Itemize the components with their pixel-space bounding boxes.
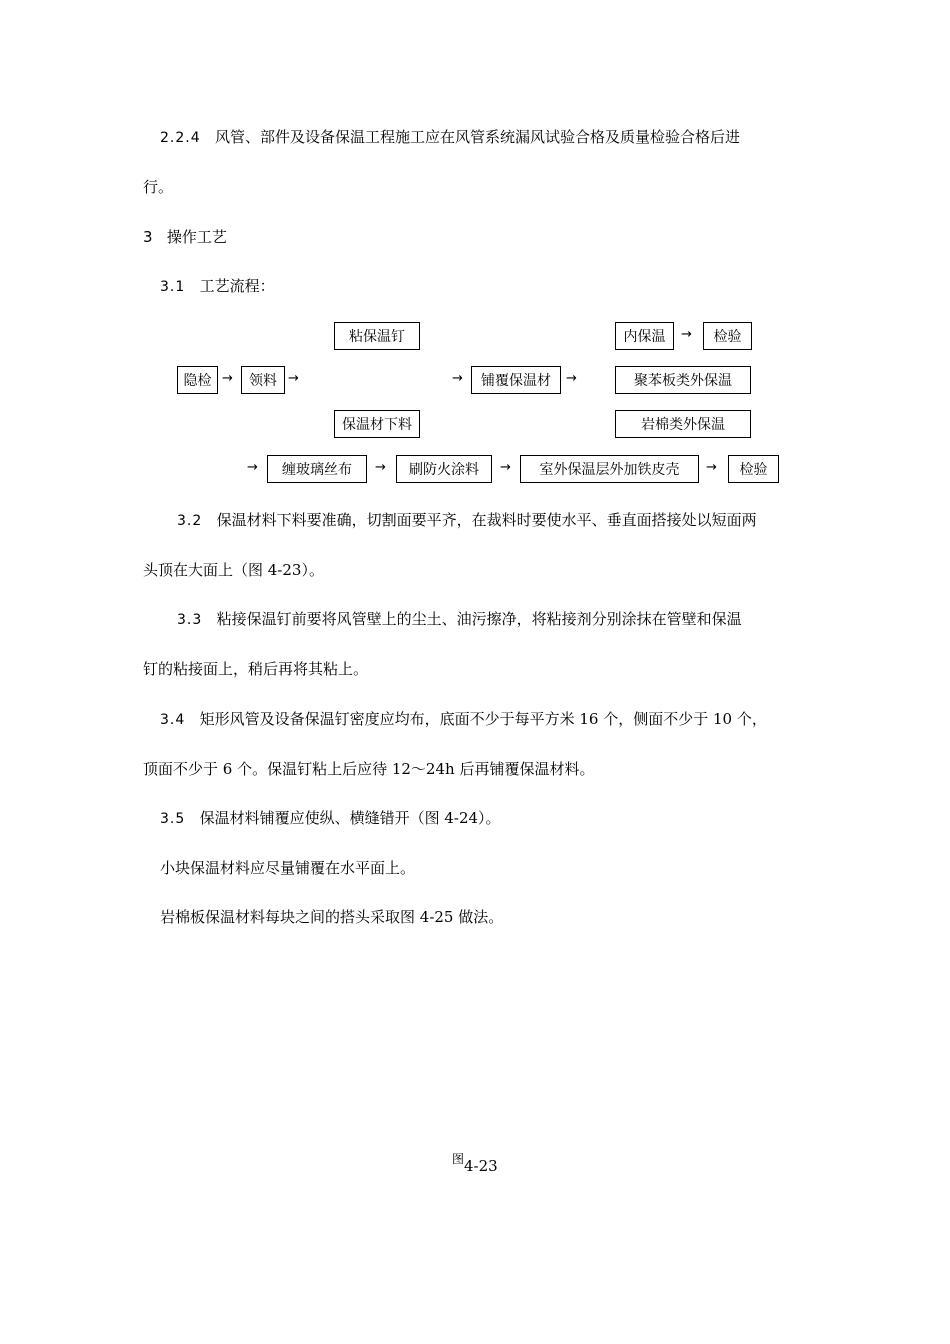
paragraph-rockwool-joints bbox=[160, 907, 503, 927]
section-number: 3.5 bbox=[160, 811, 186, 827]
flow-box-fire-paint: 刷防火涂料 bbox=[396, 455, 492, 483]
arrow-icon: → bbox=[288, 371, 299, 386]
paragraph-3-5 bbox=[160, 808, 501, 829]
paragraph-text: 钉的粘接面上，稍后再将其粘上。 bbox=[143, 660, 369, 678]
paragraph-text: 风管、部件及设备保温工程施工应在风管系统漏风试验合格及质量检验合格后进 bbox=[214, 128, 740, 146]
flow-box-inner-insulation: 内保温 bbox=[615, 322, 674, 350]
flow-box-polystyrene-outer: 聚苯板类外保温 bbox=[615, 366, 751, 394]
paragraph-text: 顶面不少于 6 个。保温钉粘上后应待 12～24h 后再铺覆保温材料。 bbox=[143, 760, 595, 778]
arrow-icon: → bbox=[222, 371, 233, 386]
paragraph-text: 保温材料下料要准确，切割面要平齐，在裁料时要使水平、垂直面搭接处以短面两 bbox=[216, 511, 757, 529]
paragraph-3-4-line2 bbox=[143, 759, 594, 779]
arrow-icon: → bbox=[566, 371, 577, 386]
arrow-icon: → bbox=[706, 460, 717, 475]
paragraph-text: 保温材料铺覆应使纵、横缝错开（图 4-24）。 bbox=[199, 809, 501, 827]
section-3-heading bbox=[143, 227, 227, 247]
paragraph-text: 粘接保温钉前要将风管壁上的尘土、油污擦净，将粘接剂分别涂抹在管壁和保温 bbox=[216, 610, 742, 628]
section-number: 2.2.4 bbox=[160, 130, 201, 146]
paragraph-3-2-line1 bbox=[177, 510, 757, 531]
paragraph-small-blocks bbox=[160, 858, 415, 878]
section-number: 3.2 bbox=[177, 513, 203, 529]
paragraph-text: 头顶在大面上（图 4-23）。 bbox=[143, 561, 324, 579]
flow-box-rockwool-outer: 岩棉类外保温 bbox=[615, 410, 751, 438]
flow-box-pick-material: 领料 bbox=[241, 366, 285, 394]
flow-box-hidden-check: 隐检 bbox=[177, 366, 218, 394]
flow-box-cut-material: 保温材下料 bbox=[334, 410, 420, 438]
flow-box-stick-pins: 粘保温钉 bbox=[334, 322, 420, 350]
flow-box-lay-material: 铺覆保温材 bbox=[471, 366, 561, 394]
arrow-icon: → bbox=[375, 460, 386, 475]
paragraph-text: 矩形风管及设备保温钉密度应均布，底面不少于每平方米 16 个，侧面不少于 10 个， bbox=[199, 710, 767, 728]
flow-box-wrap-glass-cloth: 缠玻璃丝布 bbox=[267, 455, 367, 483]
arrow-icon: → bbox=[247, 460, 258, 475]
section-title: 工艺流程： bbox=[199, 277, 275, 295]
section-number: 3.1 bbox=[160, 279, 186, 295]
section-number: 3 bbox=[143, 228, 153, 246]
paragraph-3-3-line2 bbox=[143, 659, 368, 679]
flow-box-inspect-bottom: 检验 bbox=[728, 455, 779, 483]
arrow-icon: → bbox=[452, 371, 463, 386]
paragraph-text: 小块保温材料应尽量铺覆在水平面上。 bbox=[160, 859, 416, 877]
section-3-1-heading bbox=[160, 276, 275, 297]
paragraph-3-3-line1 bbox=[177, 609, 742, 630]
paragraph-3-2-line2 bbox=[143, 560, 324, 580]
figure-label: 图 bbox=[452, 1152, 465, 1166]
paragraph-3-4-line1 bbox=[160, 709, 767, 730]
paragraph-2-2-4-line2 bbox=[143, 177, 173, 197]
paragraph-text: 岩棉板保温材料每块之间的搭头采取图 4-25 做法。 bbox=[160, 908, 504, 926]
figure-number: 4-23 bbox=[464, 1157, 498, 1175]
flow-box-iron-shell: 室外保温层外加铁皮壳 bbox=[520, 455, 699, 483]
arrow-icon: → bbox=[681, 327, 692, 342]
paragraph-text: 行。 bbox=[143, 178, 174, 196]
flow-box-inspect-top: 检验 bbox=[703, 322, 752, 350]
paragraph-2-2-4-line1 bbox=[160, 127, 740, 148]
section-number: 3.4 bbox=[160, 712, 186, 728]
section-title: 操作工艺 bbox=[166, 228, 227, 246]
arrow-icon: → bbox=[500, 460, 511, 475]
figure-caption bbox=[452, 1150, 498, 1175]
section-number: 3.3 bbox=[177, 612, 203, 628]
